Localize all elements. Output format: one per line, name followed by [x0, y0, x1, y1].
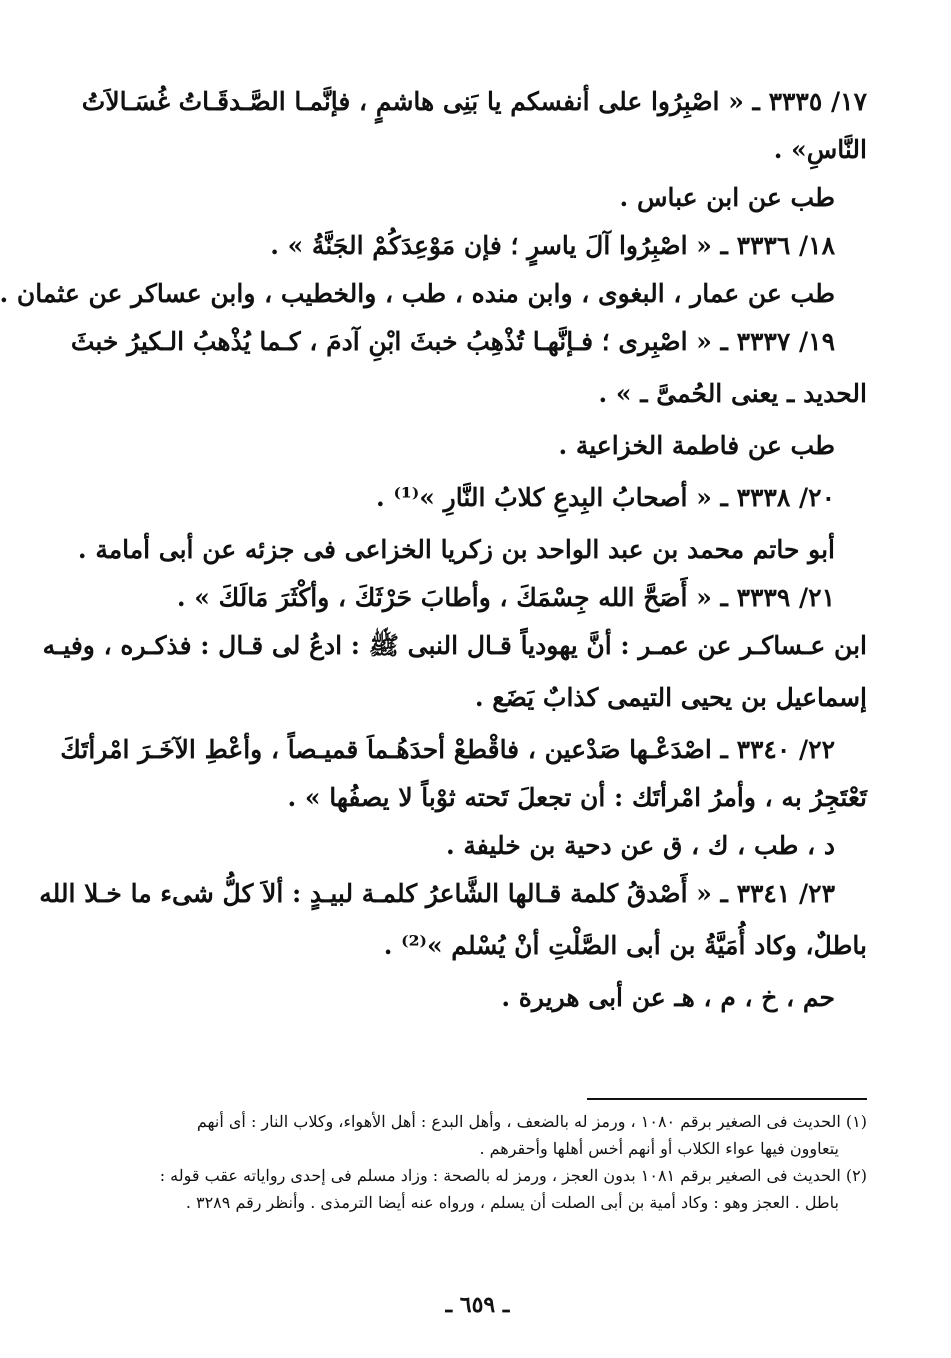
hadith-3341-line-2: باطلٌ، وكاد أُمَيَّةُ بن أبى الصَّلْتِ أنْ يُسْلم »⁽²⁾ .: [383, 931, 867, 960]
hadith-3339: ٢١/ ٣٣٣٩ ـ « أَصَحَّ الله جِسْمَكَ ، وأطابَ حَرْثَكَ ، وأكْثَرَ مَالَكَ » .: [176, 583, 835, 612]
footnote-2-line-2: باطل . العجز وهو : وكاد أمية بن أبى الصلت أن يسلم ، ورواه عنه أيضا الترمذى . وأنظر رقم ٣٢٨٩ .: [185, 1193, 839, 1212]
footnotes-block: [88, 1108, 867, 1216]
source-3337: طب عن فاطمة الخزاعية .: [558, 431, 835, 460]
footnote-2-line-1: (٢) الحديث فى الصغير برقم ١٠٨١ بدون العجز ، ورمز له بالصحة : وزاد مسلم فى إحدى رواياته عقب قوله :: [159, 1166, 867, 1185]
footnote-divider: [587, 1098, 867, 1100]
hadith-3341-line-1: ٢٣/ ٣٣٤١ ـ « أَصْدقُ كلمة قـالها الشَّاعرُ كلمـة لبيـدٍ : ألاَ كلُّ شىء ما خـلا الله: [39, 879, 835, 908]
source-3339-line-2: إسماعيل بن يحيى التيمى كذابٌ يَضَع .: [474, 683, 867, 712]
source-3338: أبو حاتم محمد بن عبد الواحد بن زكريا الخزاعى فى جزئه عن أبى أمامة .: [77, 535, 835, 564]
source-3341: حم ، خ ، م ، هـ عن أبى هريرة .: [501, 983, 835, 1012]
source-3335: طب عن ابن عباس .: [619, 183, 835, 212]
hadith-3337-line-1: ١٩/ ٣٣٣٧ ـ « اصْبِرى ؛ فـإنَّهـا تُذْهِبُ خبثَ ابْنِ آدمَ ، كـما يُذْهبُ الـكيرُ خبثَ: [70, 327, 835, 356]
source-3340: د ، طب ، ك ، ق عن دحية بن خليفة .: [445, 831, 835, 860]
hadith-3340-line-2: تَعْتَجِرُ به ، وأمرُ امْرأتَك : أن تجعلَ تَحته ثوْباً لا يصفُها » .: [287, 783, 867, 812]
source-3336: طب عن عمار ، البغوى ، وابن منده ، طب ، والخطيب ، وابن عساكر عن عثمان .: [0, 279, 835, 308]
main-text-block: [0, 78, 867, 1022]
source-3339-line-1: ابن عـساكـر عن عمـر : أنَّ يهودياً قـال النبى ﷺ : ادعُ لى قـال : فذكـره ، وفيـه: [42, 631, 867, 660]
hadith-3336: ١٨/ ٣٣٣٦ ـ « اصْبِرُوا آلَ ياسرٍ ؛ فإن مَوْعِدَكُمْ الجَنَّةُ » .: [270, 231, 835, 260]
footnote-1-line-2: يتعاوون فيها عواء الكلاب أو أنهم أخس أهلها وأحقرهم .: [479, 1139, 839, 1158]
hadith-3335-line-2: النَّاسِ» .: [773, 135, 867, 164]
hadith-3337-line-2: الحديد ـ يعنى الحُمىَّ ـ » .: [598, 379, 867, 408]
hadith-3338: ٢٠/ ٣٣٣٨ ـ « أصحابُ البِدعِ كلابُ النَّارِ »⁽¹⁾ .: [376, 483, 835, 512]
page-number: ـ ٦٥٩ ـ: [445, 1292, 510, 1318]
footnote-1-line-1: (١) الحديث فى الصغير برقم ١٠٨٠ ، ورمز له بالضعف ، وأهل البدع : أهل الأهواء، وكلاب النار : أى أنهم: [196, 1112, 867, 1131]
hadith-3340-line-1: ٢٢/ ٣٣٤٠ ـ اصْدَعْـها صَدْعين ، فاقْطعْ أحدَهُـماَ قميـصاً ، وأعْطِ الآخَـرَ امْرأتَكَ: [60, 735, 835, 764]
hadith-3335-line-1: ١٧/ ٣٣٣٥ ـ « اصْبِرُوا على أنفسكم يا بَنِى هاشمٍ ، فإنَّمـا الصَّـدقَـاتُ غُسَـالاَتُ: [81, 87, 867, 116]
